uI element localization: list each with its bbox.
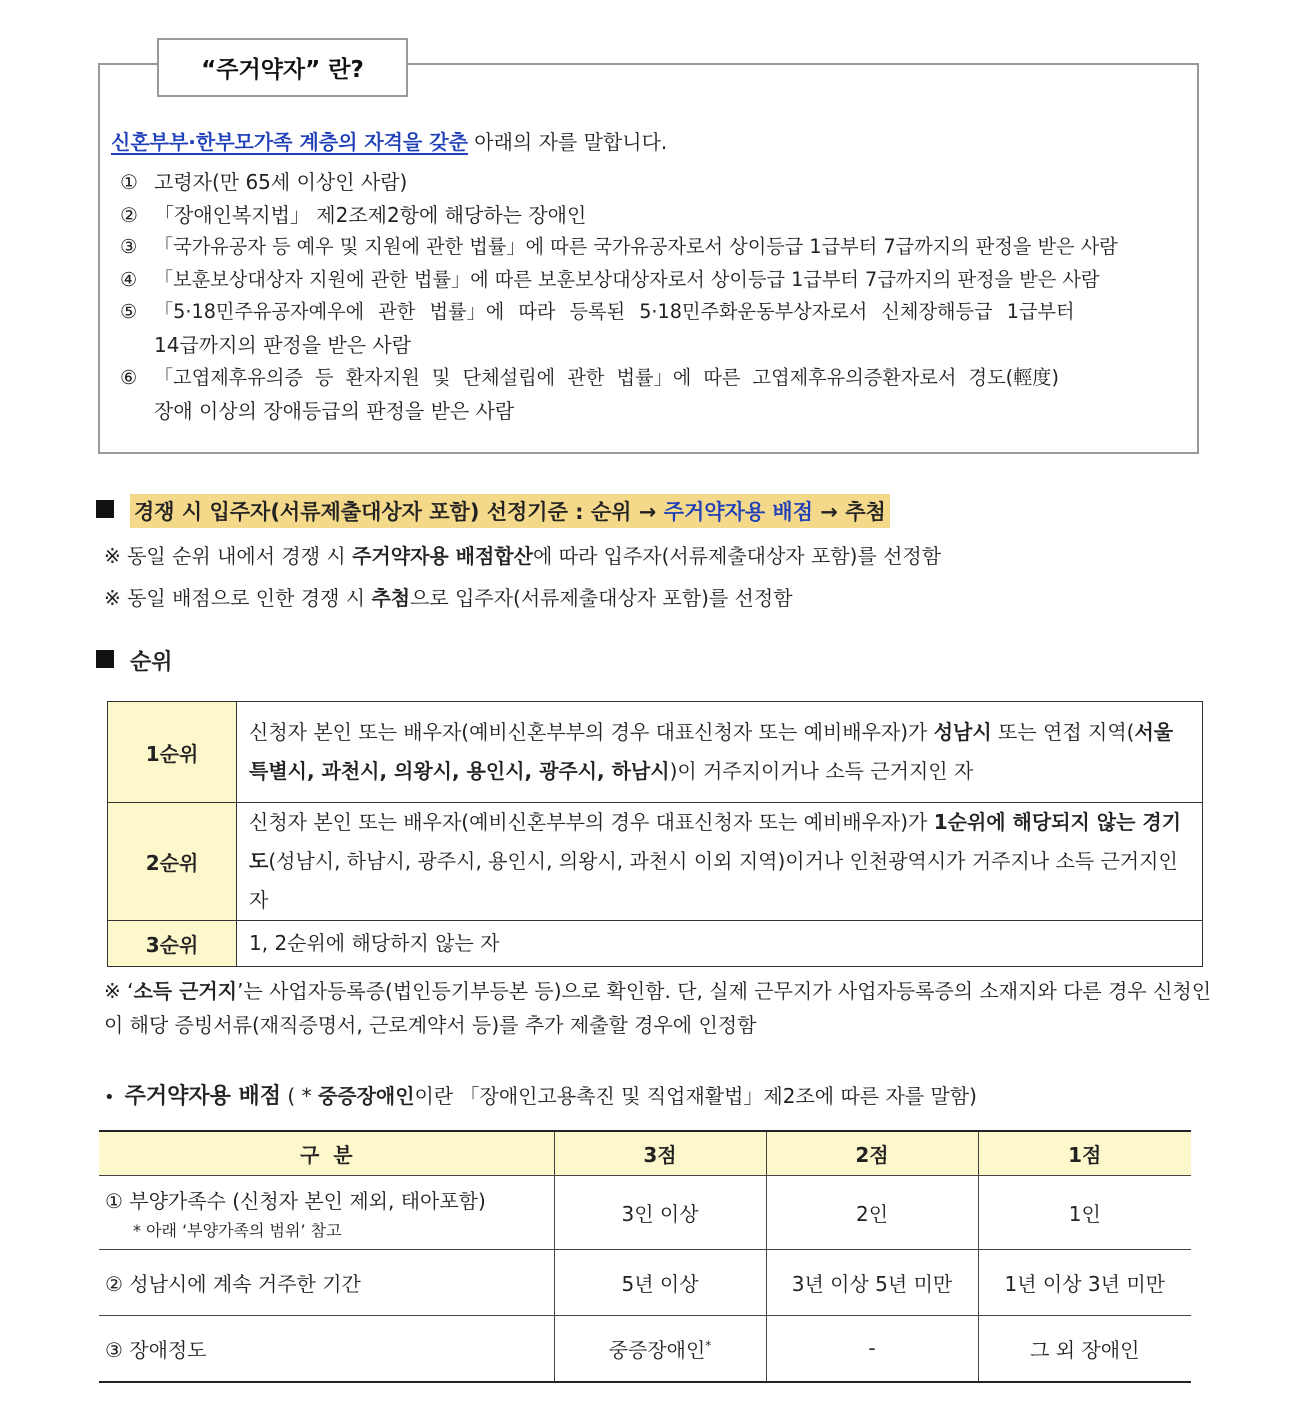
item-number: ② [120, 203, 138, 227]
category-text: ① 부양가족수 (신청자 본인 제외, 태아포함) [105, 1188, 486, 1213]
table-row [99, 1176, 1191, 1250]
selection-criteria-heading [96, 494, 890, 528]
category-cell: ② 성남시에 계속 거주한 기간 [99, 1250, 554, 1316]
column-header: 구 분 [99, 1131, 554, 1176]
table-row [99, 1250, 1191, 1316]
points-cell: 3년 이상 5년 미만 [766, 1250, 978, 1316]
points-note-text: ( * [281, 1084, 318, 1108]
item-text: 「5·18민주유공자예우에 관한 법률」에 따라 등록된 5·18민주화운동부상자로서 신체장해등급 1급부터 [154, 300, 1075, 323]
definition-intro [111, 126, 667, 155]
points-text: 중증장애인 [608, 1337, 706, 1362]
rank-label: 2순위 [108, 803, 237, 921]
points-cell: 3인 이상 [554, 1176, 766, 1250]
note-text: ※ 동일 배점으로 인한 경쟁 시 [104, 586, 372, 610]
points-note-bold: 중증장애인 [317, 1084, 415, 1108]
rank-label: 1순위 [108, 702, 237, 803]
item-number: ⑤ [120, 300, 138, 323]
category-subtext: * 아래 ‘부양가족의 범위’ 참고 [133, 1220, 342, 1240]
points-cell: 1인 [978, 1176, 1191, 1250]
points-cell: 1년 이상 3년 미만 [978, 1250, 1191, 1316]
item-text: 고령자(만 65세 이상인 사람) [154, 170, 408, 194]
rank-label: 3순위 [108, 921, 237, 967]
points-cell [554, 1316, 766, 1382]
category-cell [99, 1176, 554, 1250]
table-row [108, 803, 1203, 921]
points-cell: 2인 [766, 1176, 978, 1250]
rank-description: 1, 2순위에 해당하지 않는 자 [237, 921, 1203, 967]
list-item [120, 296, 1190, 329]
points-heading [104, 1079, 977, 1110]
item-text: 「보훈보상대상자 지원에 관한 법률」에 따른 보훈보상대상자로서 상이등급 1급부터 7급까지의 판정을 받은 사람 [154, 268, 1100, 291]
item-text: 장애 이상의 장애등급의 판정을 받은 사람 [154, 399, 515, 423]
criteria-prefix: 경쟁 시 입주자(서류제출대상자 포함) 선정기준 : 순위 → [134, 500, 664, 524]
item-number: ④ [120, 268, 138, 291]
rank-description [237, 803, 1203, 921]
points-cell: 그 외 장애인 [978, 1316, 1191, 1382]
note-text: ※ 동일 순위 내에서 경쟁 시 [104, 544, 353, 568]
points-cell: - [766, 1316, 978, 1382]
item-number: ⑥ [120, 366, 138, 389]
note-bold: 소득 근거지 [133, 979, 238, 1003]
definition-intro-highlight: 신혼부부·한부모가족 계층의 자격을 갖춘 [111, 130, 468, 154]
column-header: 2점 [766, 1131, 978, 1176]
note-text: 에 따라 입주자(서류제출대상자 포함)를 선정함 [532, 544, 942, 568]
table-header-row [99, 1131, 1191, 1176]
item-text: 「국가유공자 등 예우 및 지원에 관한 법률」에 따른 국가유공자로서 상이등급 1급부터 7급까지의 판정을 받은 사람 [154, 235, 1118, 258]
item-text: 14급까지의 판정을 받은 사람 [154, 333, 412, 357]
rank-bold: 서울특별시, 과천시, 의왕시, 용인시, 광주시, 하남시 [249, 720, 1174, 783]
table-row [108, 921, 1203, 967]
item-number: ① [120, 170, 138, 194]
table-row [99, 1316, 1191, 1382]
criteria-note [104, 540, 941, 569]
rank-bold: 1순위에 해당되지 않는 경기도 [249, 810, 1182, 873]
rank-text: 신청자 본인 또는 배우자(예비신혼부부의 경우 대표신청자 또는 예비배우자)가 [249, 810, 934, 834]
points-table [99, 1130, 1191, 1383]
list-item-continuation [120, 395, 1190, 428]
list-item [120, 199, 1190, 232]
item-number: ③ [120, 235, 138, 258]
rank-heading [96, 645, 173, 676]
points-title: 주거약자용 배점 [124, 1084, 282, 1109]
rank-description [237, 702, 1203, 803]
table-row [108, 702, 1203, 803]
rank-text: 또는 연접 지역( [991, 720, 1135, 744]
column-header: 3점 [554, 1131, 766, 1176]
column-header: 1점 [978, 1131, 1191, 1176]
definition-box-title: “주거약자” 란? [157, 38, 408, 97]
points-note-text: 이란 「장애인고용촉진 및 직업재활법」제2조에 따른 자를 말함) [414, 1084, 977, 1108]
square-bullet-icon [96, 650, 114, 668]
income-base-note [104, 974, 1214, 1042]
rank-text: 신청자 본인 또는 배우자(예비신혼부부의 경우 대표신청자 또는 예비배우자)가 [249, 720, 934, 744]
bullet-icon: • [104, 1087, 115, 1108]
note-bold: 주거약자용 배점합산 [352, 544, 533, 568]
item-text: 「장애인복지법」 제2조제2항에 해당하는 장애인 [154, 203, 587, 227]
note-text: 으로 입주자(서류제출대상자 포함)를 선정함 [410, 586, 793, 610]
rank-text: (성남시, 하남시, 광주시, 용인시, 의왕시, 과천시 이외 지역)이거나 인천광역시가 거주지나 소득 근거지인 자 [249, 849, 1178, 912]
rank-text: )이 거주지이거나 소득 근거지인 자 [669, 759, 974, 783]
criteria-note [104, 582, 793, 611]
note-bold: 추첨 [371, 586, 411, 610]
criteria-suffix: → 추첨 [813, 500, 886, 524]
rank-table [107, 701, 1203, 967]
item-text: 「고엽제후유의증 등 환자지원 및 단체설립에 관한 법률」에 따른 고엽제후유의증환자로서 경도(輕度) [154, 366, 1059, 389]
list-item [120, 231, 1190, 264]
note-text: ※ ‘ [104, 979, 134, 1003]
note-text: ’는 사업자등록증(법인등기부등본 등)으로 확인함. 단, 실제 근무지가 사업자등록증의 소재지와 다른 경우 신청인이 해당 증빙서류(재직증명서, 근로계약서 등)를 추가 제출할 경우에 인정함 [104, 979, 1212, 1037]
category-cell: ③ 장애정도 [99, 1316, 554, 1382]
square-bullet-icon [96, 500, 114, 518]
points-cell: 5년 이상 [554, 1250, 766, 1316]
rank-heading-text: 순위 [130, 650, 173, 675]
list-item-continuation [120, 329, 1190, 362]
definition-intro-rest: 아래의 자를 말합니다. [467, 130, 668, 154]
criteria-blue: 주거약자용 배점 [663, 500, 813, 524]
footnote-mark: * [705, 1338, 712, 1353]
list-item [120, 264, 1190, 297]
list-item [120, 166, 1190, 199]
list-item [120, 362, 1190, 395]
rank-bold: 성남시 [933, 720, 992, 744]
